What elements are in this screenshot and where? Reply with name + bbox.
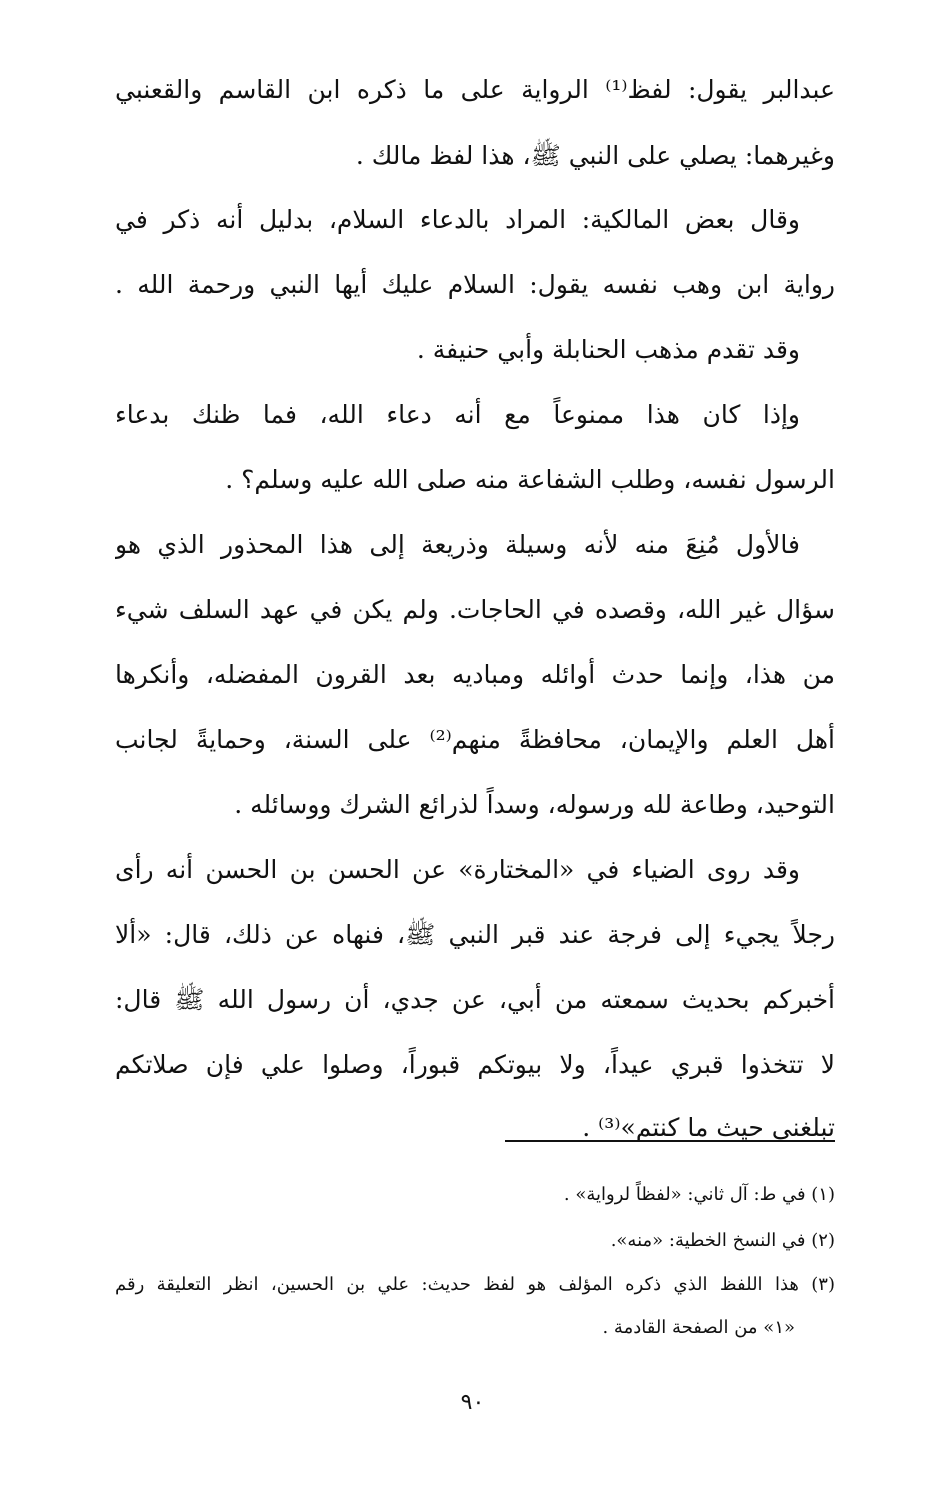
body-line-15: أخبركم بحديث سمعته من أبي، عن جدي، أن رسول الله ﷺ قال:: [115, 985, 835, 1014]
body-line-14: رجلاً يجيء إلى فرجة عند قبر النبي ﷺ، فنهاه عن ذلك، قال: «ألا: [115, 920, 835, 949]
footnote-1: (١) في ط: آل ثاني: «لفظاً لرواية» .: [563, 1184, 835, 1205]
body-line-17: تبلغني حيث ما كنتم»⁽³⁾ .: [582, 1113, 835, 1142]
footnote-3: (٣) هذا اللفظ الذي ذكره المؤلف هو لفظ حديث: علي بن الحسين، انظر التعليقة رقم: [115, 1274, 835, 1295]
body-line-3: وقال بعض المالكية: المراد بالدعاء السلام، بدليل أنه ذكر في: [115, 205, 800, 234]
body-line-4: رواية ابن وهب نفسه يقول: السلام عليك أيها النبي ورحمة الله .: [115, 270, 835, 299]
body-line-12: التوحيد، وطاعة لله ورسوله، وسداً لذرائع الشرك ووسائله .: [234, 790, 835, 819]
body-line-7: الرسول نفسه، وطلب الشفاعة منه صلى الله عليه وسلم؟ .: [225, 465, 835, 494]
body-line-13: وقد روى الضياء في «المختارة» عن الحسن بن الحسن أنه رأى: [115, 855, 800, 884]
footnote-3-continuation: «١» من الصفحة القادمة .: [602, 1317, 795, 1338]
body-line-11: أهل العلم والإيمان، محافظةً منهم⁽²⁾ على السنة، وحمايةً لجانب: [115, 725, 835, 754]
body-line-5: وقد تقدم مذهب الحنابلة وأبي حنيفة .: [416, 335, 800, 364]
page-number: ٩٠: [460, 1390, 485, 1415]
body-line-2: وغيرهما: يصلي على النبي ﷺ، هذا لفظ مالك .: [355, 141, 835, 170]
body-line-16: لا تتخذوا قبري عيداً، ولا بيوتكم قبوراً، وصلوا علي فإن صلاتكم: [115, 1050, 835, 1079]
body-line-9: سؤال غير الله، وقصده في الحاجات. ولم يكن في عهد السلف شيء: [115, 595, 835, 624]
footnote-2: (٢) في النسخ الخطية: «منه».: [610, 1230, 835, 1251]
footnote-divider: [505, 1140, 835, 1142]
body-line-8: فالأول مُنِعَ منه لأنه وسيلة وذريعة إلى هذا المحذور الذي هو: [115, 530, 800, 559]
body-line-1: عبدالبر يقول: لفظ⁽¹⁾ الرواية على ما ذكره ابن القاسم والقعنبي: [115, 75, 835, 104]
body-line-10: من هذا، وإنما حدث أوائله ومباديه بعد القرون المفضله، وأنكرها: [115, 660, 835, 689]
body-line-6: وإذا كان هذا ممنوعاً مع أنه دعاء الله، فما ظنك بدعاء: [115, 400, 800, 429]
